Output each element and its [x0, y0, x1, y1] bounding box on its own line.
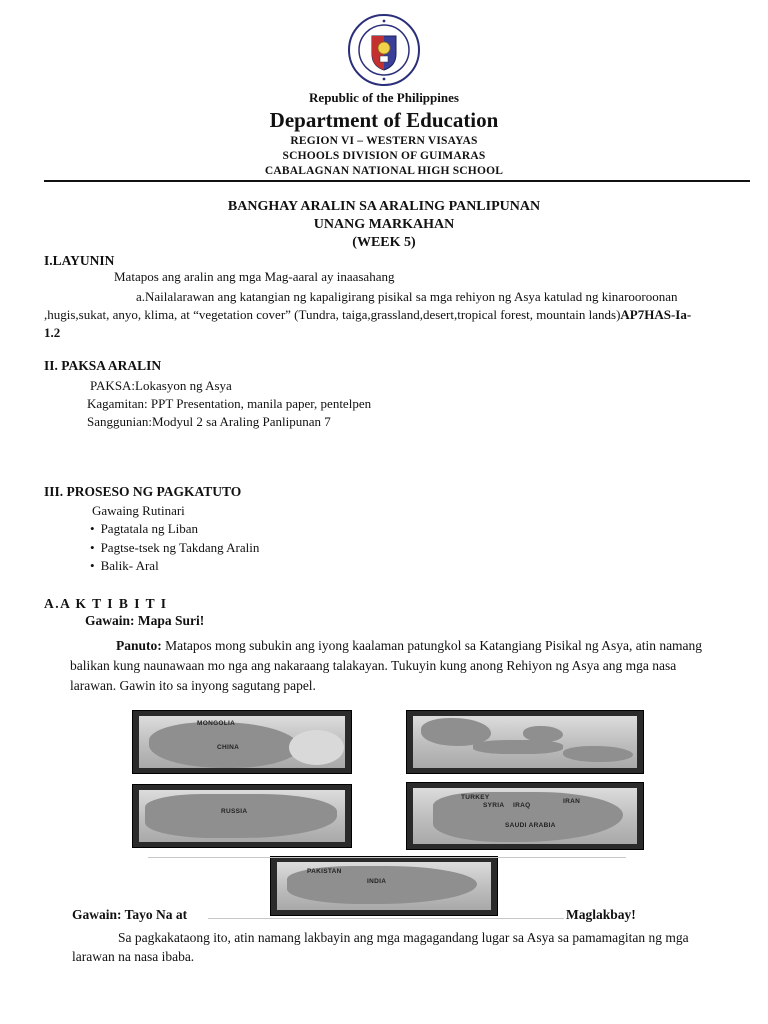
gawain-tayo-na: Gawain: Tayo Na at: [72, 907, 188, 922]
map-south-asia: [270, 856, 498, 916]
gawain-mapa-suri: Gawain: Mapa Suri!: [85, 613, 205, 628]
map-label: MONGOLIA: [197, 720, 236, 727]
panuto-label: Panuto:: [116, 638, 162, 653]
division-text: SCHOOLS DIVISION OF GUIMARAS: [282, 150, 486, 162]
divider-line: [208, 918, 564, 919]
routine-list: [90, 520, 259, 576]
layunin-intro: Matapos ang aralin ang mga Mag-aaral ay inaasahang: [114, 269, 395, 284]
region-text: REGION VI – WESTERN VISAYAS: [290, 135, 478, 147]
proseso-heading: III. PROSESO NG PAGKATUTO: [44, 484, 242, 499]
layunin-item-a: [44, 288, 704, 342]
map-west-asia: [406, 782, 644, 850]
competency-code: AP7HAS-Ia-1.2: [44, 307, 692, 340]
department-title: Department of Education: [269, 108, 499, 132]
republic-text: Republic of the Philippines: [309, 90, 459, 105]
panuto-text: Matapos mong subukin ang iyong kaalaman patungkol sa Katangiang Pisikal ng Asya, atin namang balikan kung naunawaan mo nga ang nakaraang talakayan. Tukuyin kung anong Rehiyon ng Asya ang mga nasa larawan. Gawin ito sa inyong sagutang papel.: [70, 638, 703, 693]
gawain-maglakbay: Maglakbay!: [566, 907, 636, 922]
map-label: IRAQ: [513, 802, 531, 809]
map-label: SYRIA: [483, 802, 505, 809]
list-item: • Pagtse-tsek ng Takdang Aralin: [90, 539, 259, 558]
aktibiti-heading: A.A K T I B I T I: [44, 596, 168, 611]
header-divider: [44, 180, 750, 182]
paksa-heading: II. PAKSA ARALIN: [44, 358, 162, 373]
map-label: PAKISTAN: [307, 868, 342, 875]
map-label: IRAN: [563, 798, 581, 805]
map-label: RUSSIA: [221, 808, 248, 815]
map-label: INDIA: [367, 878, 387, 885]
map-east-asia: [132, 710, 352, 774]
quarter-title: UNANG MARKAHAN: [313, 217, 455, 232]
deped-seal: [348, 14, 420, 86]
map-label: TURKEY: [461, 794, 490, 801]
layunin-heading: I.LAYUNIN: [44, 253, 115, 268]
divider-line: [148, 857, 626, 858]
school-text: CABALAGNAN NATIONAL HIGH SCHOOL: [264, 165, 504, 177]
gawain-instructions: Sa pagkakataong ito, atin namang lakbayin ang mga magagandang lugar sa Asya sa pamamagitan ng mga larawan na nasa ibaba.: [72, 930, 689, 964]
map-label: SAUDI ARABIA: [505, 822, 556, 829]
map-southeast-asia: [406, 710, 644, 774]
rutinari-label: Gawaing Rutinari: [92, 503, 185, 518]
paksa-topic: PAKSA:Lokasyon ng Asya: [90, 378, 232, 393]
panuto-paragraph: [70, 636, 720, 696]
lesson-plan-title: BANGHAY ARALIN SA ARALING PANLIPUNAN: [227, 199, 541, 214]
map-label: CHINA: [217, 744, 240, 751]
week-title: (WEEK 5): [352, 235, 416, 250]
layunin-item-a-text: a.Nailalarawan ang katangian ng kapaligirang pisikal sa mga rehiyon ng Asya katulad ng kinarooroonan ,hugis,sukat, anyo, klima, at “vegetation cover” (Tundra, taiga,grassland,desert,tropical forest, mountain lands): [44, 289, 678, 322]
paksa-materials: Kagamitan: PPT Presentation, manila paper, pentelpen: [87, 396, 372, 411]
list-item: • Pagtatala ng Liban: [90, 520, 259, 539]
paksa-reference: Sanggunian:Modyul 2 sa Araling Panlipunan 7: [87, 414, 331, 429]
map-north-asia: [132, 784, 352, 848]
list-item: • Balik- Aral: [90, 557, 259, 576]
